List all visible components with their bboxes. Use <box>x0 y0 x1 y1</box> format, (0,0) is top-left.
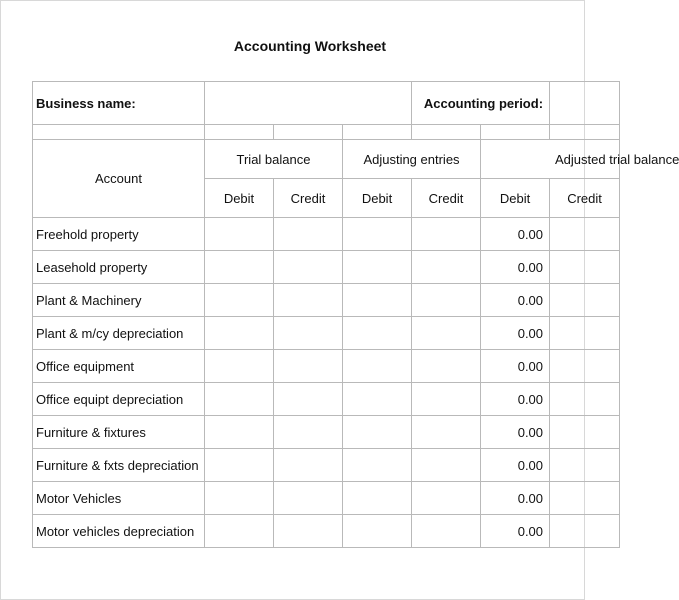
adjusted-debit-value[interactable]: 0.00 <box>481 317 550 350</box>
cell[interactable] <box>205 449 274 482</box>
cell[interactable] <box>550 515 620 548</box>
table-row <box>33 515 620 548</box>
table-row <box>33 416 620 449</box>
spacer-cell <box>412 125 481 140</box>
cell[interactable] <box>205 350 274 383</box>
cell[interactable] <box>343 251 412 284</box>
spacer-cell <box>33 125 205 140</box>
cell[interactable] <box>274 317 343 350</box>
cell[interactable] <box>412 383 481 416</box>
account-name: Plant & m/cy depreciation <box>33 317 205 350</box>
cell[interactable] <box>274 251 343 284</box>
cell[interactable] <box>205 383 274 416</box>
table-row <box>33 482 620 515</box>
spacer-cell <box>274 125 343 140</box>
cell[interactable] <box>550 284 620 317</box>
accounting-period-label: Accounting period: <box>412 82 550 125</box>
account-name: Motor vehicles depreciation <box>33 515 205 548</box>
adjusted-debit-value[interactable]: 0.00 <box>481 284 550 317</box>
cell[interactable] <box>550 251 620 284</box>
cell[interactable] <box>412 218 481 251</box>
trial-balance-header: Trial balance <box>205 140 343 179</box>
table-row <box>33 449 620 482</box>
account-header: Account <box>33 140 205 218</box>
cell[interactable] <box>550 218 620 251</box>
cell[interactable] <box>205 284 274 317</box>
adjusting-entries-header: Adjusting entries <box>343 140 481 179</box>
cell[interactable] <box>343 218 412 251</box>
adjusted-debit-value[interactable]: 0.00 <box>481 482 550 515</box>
cell[interactable] <box>205 515 274 548</box>
spacer-cell <box>205 125 274 140</box>
cell[interactable] <box>274 449 343 482</box>
spacer-cell <box>550 125 620 140</box>
cell[interactable] <box>550 416 620 449</box>
account-name: Freehold property <box>33 218 205 251</box>
adjusting-debit-header: Debit <box>343 179 412 218</box>
account-name: Leasehold property <box>33 251 205 284</box>
adjusted-debit-value[interactable]: 0.00 <box>481 515 550 548</box>
cell[interactable] <box>550 449 620 482</box>
table-row <box>33 251 620 284</box>
account-name: Office equipt depreciation <box>33 383 205 416</box>
cell[interactable] <box>343 482 412 515</box>
cell[interactable] <box>412 284 481 317</box>
spacer-cell <box>343 125 412 140</box>
cell[interactable] <box>550 383 620 416</box>
cell[interactable] <box>550 482 620 515</box>
business-info-row <box>33 82 620 125</box>
table-row <box>33 350 620 383</box>
cell[interactable] <box>343 449 412 482</box>
cell[interactable] <box>274 482 343 515</box>
cell[interactable] <box>205 218 274 251</box>
spacer-cell <box>481 125 550 140</box>
adjusted-debit-value[interactable]: 0.00 <box>481 383 550 416</box>
spacer-row <box>33 125 620 140</box>
cell[interactable] <box>205 416 274 449</box>
cell[interactable] <box>343 416 412 449</box>
trial-credit-header: Credit <box>274 179 343 218</box>
adjusting-credit-header: Credit <box>412 179 481 218</box>
cell[interactable] <box>550 317 620 350</box>
account-name: Motor Vehicles <box>33 482 205 515</box>
cell[interactable] <box>412 317 481 350</box>
cell[interactable] <box>274 383 343 416</box>
trial-debit-header: Debit <box>205 179 274 218</box>
worksheet-title: Accounting Worksheet <box>233 38 387 54</box>
adjusted-debit-value[interactable]: 0.00 <box>481 416 550 449</box>
cell[interactable] <box>274 350 343 383</box>
cell[interactable] <box>550 350 620 383</box>
cell[interactable] <box>343 515 412 548</box>
cell[interactable] <box>343 317 412 350</box>
cell[interactable] <box>205 482 274 515</box>
header-row <box>33 140 620 179</box>
cell[interactable] <box>412 515 481 548</box>
business-name-label: Business name: <box>33 82 205 125</box>
cell[interactable] <box>412 449 481 482</box>
business-name-input[interactable] <box>205 82 412 125</box>
cell[interactable] <box>343 284 412 317</box>
account-name: Furniture & fixtures <box>33 416 205 449</box>
adjusted-debit-value[interactable]: 0.00 <box>481 350 550 383</box>
cell[interactable] <box>343 383 412 416</box>
cell[interactable] <box>205 251 274 284</box>
table-row <box>33 317 620 350</box>
cell[interactable] <box>343 350 412 383</box>
table-row <box>33 284 620 317</box>
cell[interactable] <box>412 251 481 284</box>
cell[interactable] <box>205 317 274 350</box>
cell[interactable] <box>274 416 343 449</box>
cell[interactable] <box>412 482 481 515</box>
cell[interactable] <box>274 218 343 251</box>
cell[interactable] <box>274 284 343 317</box>
adjusted-debit-value[interactable]: 0.00 <box>481 218 550 251</box>
account-name: Office equipment <box>33 350 205 383</box>
table-row <box>33 218 620 251</box>
account-name: Plant & Machinery <box>33 284 205 317</box>
cell[interactable] <box>274 515 343 548</box>
adjusted-debit-value[interactable]: 0.00 <box>481 449 550 482</box>
adjusted-credit-header: Credit <box>550 179 620 218</box>
accounting-period-input[interactable] <box>550 82 620 125</box>
worksheet-table <box>32 81 679 548</box>
cell[interactable] <box>412 350 481 383</box>
adjusted-debit-value[interactable]: 0.00 <box>481 251 550 284</box>
adjusted-trial-balance-header: Adjusted trial balance <box>481 140 620 179</box>
table-row <box>33 383 620 416</box>
adjusted-debit-header: Debit <box>481 179 550 218</box>
worksheet-grid <box>32 81 679 553</box>
account-name: Furniture & fxts depreciation <box>33 449 205 482</box>
cell[interactable] <box>412 416 481 449</box>
